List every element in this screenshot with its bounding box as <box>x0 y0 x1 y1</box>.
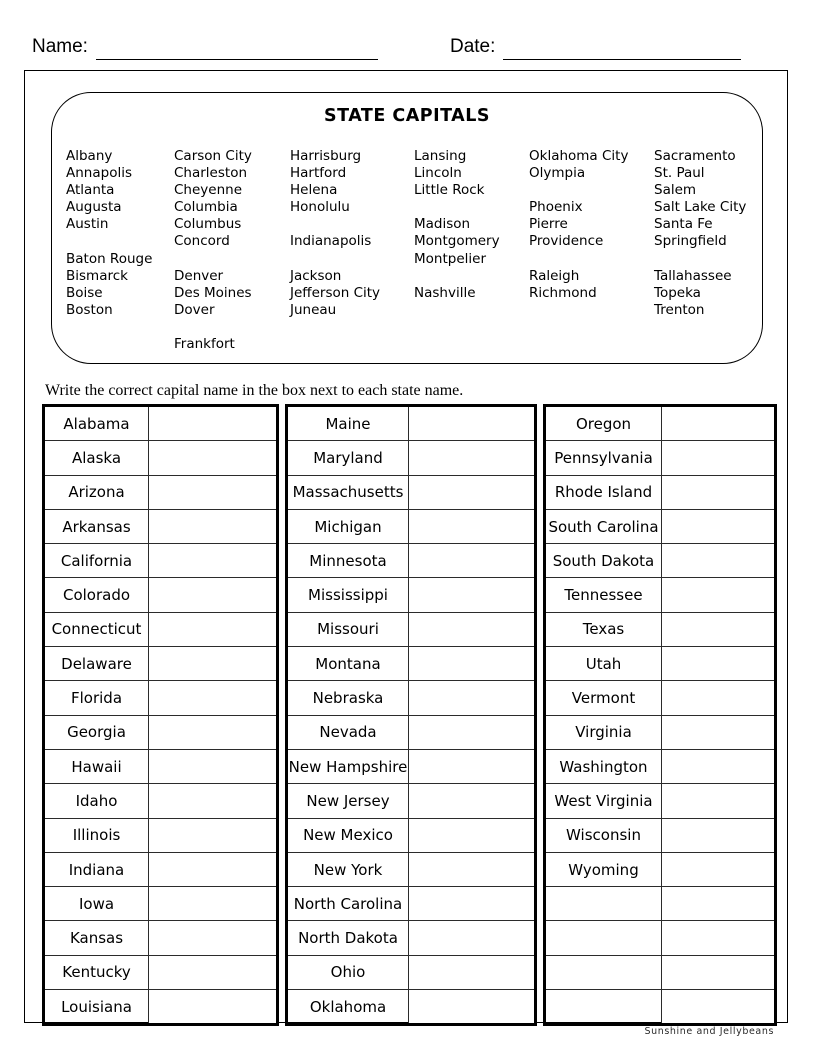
footer-credit: Sunshine and Jellybeans <box>644 1026 774 1037</box>
state-name-cell: Maine <box>287 406 409 441</box>
capital-name: Frankfort <box>174 336 235 353</box>
capital-answer-cell[interactable] <box>409 715 536 749</box>
state-name-cell: Ohio <box>287 955 409 989</box>
capital-answer-cell[interactable] <box>662 612 776 646</box>
state-name-cell: South Dakota <box>545 544 662 578</box>
state-name-cell: Oklahoma <box>287 990 409 1025</box>
capital-name: Springfield <box>654 233 727 250</box>
capital-answer-cell[interactable] <box>409 749 536 783</box>
capital-name: Little Rock <box>414 182 485 199</box>
capital-answer-cell[interactable] <box>409 784 536 818</box>
capital-name: Pierre <box>529 216 568 233</box>
capital-answer-cell[interactable] <box>149 852 278 886</box>
capital-name: Jefferson City <box>290 284 381 301</box>
capital-name: Montpelier <box>414 250 486 267</box>
capital-name-blank <box>66 319 174 336</box>
state-name-cell: Alabama <box>44 406 149 441</box>
table-row <box>287 852 536 886</box>
table-row <box>287 784 536 818</box>
worksheet-tables <box>42 404 777 1023</box>
capital-name: Carson City <box>174 148 252 164</box>
capital-name: Richmond <box>529 284 597 301</box>
capital-answer-cell[interactable] <box>662 544 776 578</box>
capital-name: Baton Rouge <box>66 250 153 267</box>
state-name-cell: Utah <box>545 647 662 681</box>
table-row <box>44 955 278 989</box>
capital-answer-cell[interactable] <box>662 406 776 441</box>
capitals-column-3 <box>290 148 414 353</box>
capital-answer-cell[interactable] <box>409 921 536 955</box>
date-input-line[interactable] <box>503 39 741 60</box>
table-row <box>287 544 536 578</box>
table-row <box>287 578 536 612</box>
capital-name: Honolulu <box>290 199 350 216</box>
capital-answer-cell[interactable] <box>409 887 536 921</box>
table-row <box>545 612 776 646</box>
capital-answer-cell[interactable] <box>662 647 776 681</box>
capital-answer-cell[interactable] <box>662 681 776 715</box>
capital-name-blank <box>654 336 762 353</box>
table-row <box>545 441 776 475</box>
state-name-cell: Arkansas <box>44 509 149 543</box>
capitals-column-2 <box>174 148 290 353</box>
state-name-cell-blank <box>545 955 662 989</box>
table-row <box>545 475 776 509</box>
state-name-cell: Florida <box>44 681 149 715</box>
capitals-word-bank <box>51 92 763 364</box>
table-row <box>287 612 536 646</box>
states-table-group-1 <box>42 404 279 1026</box>
capital-answer-cell[interactable] <box>149 681 278 715</box>
capital-name: Cheyenne <box>174 182 243 199</box>
capital-answer-cell[interactable] <box>409 406 536 441</box>
state-name-cell: Connecticut <box>44 612 149 646</box>
table-row <box>287 818 536 852</box>
state-name-cell: New Mexico <box>287 818 409 852</box>
table-row <box>287 749 536 783</box>
state-name-cell: West Virginia <box>545 784 662 818</box>
state-name-cell: New Jersey <box>287 784 409 818</box>
capital-name: Jackson <box>290 267 342 284</box>
capital-name-blank <box>66 233 174 250</box>
capital-name: St. Paul <box>654 165 705 182</box>
state-name-cell: Alaska <box>44 441 149 475</box>
capital-name: Austin <box>66 216 109 233</box>
state-name-cell: New Hampshire <box>287 749 409 783</box>
capital-name: Nashville <box>414 284 476 301</box>
capital-answer-cell[interactable] <box>662 578 776 612</box>
capital-name: Santa Fe <box>654 216 713 233</box>
table-row <box>287 509 536 543</box>
capital-answer-cell[interactable] <box>149 990 278 1025</box>
state-name-cell: Nebraska <box>287 681 409 715</box>
capital-answer-cell[interactable] <box>662 818 776 852</box>
state-name-cell: Vermont <box>545 681 662 715</box>
capital-name: Phoenix <box>529 199 583 216</box>
capital-answer-cell[interactable] <box>149 509 278 543</box>
table-row <box>545 406 776 441</box>
capital-answer-cell[interactable] <box>149 612 278 646</box>
state-name-cell: Maryland <box>287 441 409 475</box>
capital-answer-cell[interactable] <box>409 681 536 715</box>
capital-name-blank <box>290 216 414 233</box>
capital-name: Des Moines <box>174 284 252 301</box>
state-name-cell: Indiana <box>44 852 149 886</box>
state-name-cell: Kentucky <box>44 955 149 989</box>
state-name-cell: Minnesota <box>287 544 409 578</box>
capital-name: Dover <box>174 301 215 318</box>
capital-name-blank <box>654 319 762 336</box>
capital-answer-cell[interactable] <box>409 509 536 543</box>
capital-name-blank <box>414 199 529 216</box>
state-name-cell: Idaho <box>44 784 149 818</box>
capital-answer-cell[interactable] <box>149 784 278 818</box>
capital-name: Madison <box>414 216 471 233</box>
page-frame <box>24 70 788 1023</box>
capital-answer-cell[interactable] <box>149 441 278 475</box>
name-label: Name: <box>32 36 88 57</box>
state-name-cell: Virginia <box>545 715 662 749</box>
capital-answer-cell[interactable] <box>149 544 278 578</box>
capital-answer-cell[interactable] <box>662 852 776 886</box>
table-row <box>545 749 776 783</box>
capital-name: Annapolis <box>66 165 132 182</box>
table-row <box>44 784 278 818</box>
state-name-cell: Massachusetts <box>287 475 409 509</box>
capital-name: Lincoln <box>414 165 462 182</box>
capital-name: Trenton <box>654 301 705 318</box>
capital-name-blank <box>529 251 654 268</box>
capital-name: Sacramento <box>654 148 736 164</box>
capital-name: Tallahassee <box>654 267 732 284</box>
table-row <box>44 681 278 715</box>
capital-name-blank <box>654 251 762 268</box>
capital-name: Indianapolis <box>290 233 372 250</box>
state-name-cell: Oregon <box>545 406 662 441</box>
capital-answer-cell[interactable] <box>149 749 278 783</box>
capital-name-blank <box>66 336 174 353</box>
state-name-cell-blank <box>545 990 662 1025</box>
capital-answer-cell[interactable] <box>409 578 536 612</box>
capital-name: Albany <box>66 148 113 164</box>
table-row <box>44 406 278 441</box>
capital-name: Concord <box>174 233 230 250</box>
table-row <box>287 475 536 509</box>
capital-answer-cell[interactable] <box>409 475 536 509</box>
table-row <box>44 990 278 1025</box>
states-table-group-3 <box>543 404 777 1026</box>
capital-name: Providence <box>529 233 604 250</box>
capital-answer-cell[interactable] <box>662 955 776 989</box>
state-name-cell: Rhode Island <box>545 475 662 509</box>
table-row <box>545 647 776 681</box>
table-row <box>287 441 536 475</box>
table-row <box>44 749 278 783</box>
state-name-cell-blank <box>545 887 662 921</box>
table-row <box>44 818 278 852</box>
table-row <box>287 990 536 1025</box>
capital-name: Helena <box>290 182 338 199</box>
state-name-cell: Montana <box>287 647 409 681</box>
table-row <box>44 578 278 612</box>
state-name-cell: North Dakota <box>287 921 409 955</box>
capitals-column-6 <box>654 148 762 353</box>
capital-answer-cell[interactable] <box>409 818 536 852</box>
capital-name-blank <box>529 302 654 319</box>
capitals-column-5 <box>529 148 654 353</box>
capital-name: Columbia <box>174 199 238 216</box>
capital-answer-cell[interactable] <box>662 509 776 543</box>
state-name-cell-blank <box>545 921 662 955</box>
state-name-cell: Wisconsin <box>545 818 662 852</box>
capital-answer-cell[interactable] <box>149 887 278 921</box>
state-name-cell: Louisiana <box>44 990 149 1025</box>
state-name-cell: Georgia <box>44 715 149 749</box>
table-row <box>44 475 278 509</box>
state-name-cell: Illinois <box>44 818 149 852</box>
table-row <box>44 852 278 886</box>
capital-name-blank <box>529 336 654 353</box>
table-row <box>287 955 536 989</box>
word-bank-title: STATE CAPITALS <box>324 106 490 126</box>
capital-name: Raleigh <box>529 267 580 284</box>
state-name-cell: Hawaii <box>44 749 149 783</box>
table-row <box>44 509 278 543</box>
capital-answer-cell[interactable] <box>662 784 776 818</box>
capital-name: Boise <box>66 284 103 301</box>
capital-name: Harrisburg <box>290 148 362 164</box>
capital-name: Boston <box>66 301 113 318</box>
capital-name-blank <box>174 251 290 268</box>
capital-name-blank <box>529 182 654 199</box>
capital-answer-cell[interactable] <box>409 955 536 989</box>
capital-answer-cell[interactable] <box>662 749 776 783</box>
state-name-cell: Mississippi <box>287 578 409 612</box>
capital-name: Montgomery <box>414 233 500 250</box>
table-row <box>545 990 776 1025</box>
capital-answer-cell[interactable] <box>409 544 536 578</box>
table-row <box>287 647 536 681</box>
capital-answer-cell[interactable] <box>409 647 536 681</box>
state-name-cell: Washington <box>545 749 662 783</box>
table-row <box>287 921 536 955</box>
table-row <box>545 852 776 886</box>
capital-name: Charleston <box>174 165 248 182</box>
capital-name: Augusta <box>66 199 122 216</box>
state-name-cell: Pennsylvania <box>545 441 662 475</box>
table-row <box>44 441 278 475</box>
capital-answer-cell[interactable] <box>149 955 278 989</box>
capital-name-blank <box>290 319 414 336</box>
capital-answer-cell[interactable] <box>149 647 278 681</box>
state-name-cell: Arizona <box>44 475 149 509</box>
capital-answer-cell[interactable] <box>149 475 278 509</box>
date-label: Date: <box>449 36 496 57</box>
table-row <box>287 887 536 921</box>
table-row <box>44 715 278 749</box>
state-name-cell: South Carolina <box>545 509 662 543</box>
capital-name: Bismarck <box>66 267 128 284</box>
capital-name-blank <box>414 336 529 353</box>
instruction-text: Write the correct capital name in the box next to each state name. <box>45 382 464 399</box>
capital-answer-cell[interactable] <box>662 921 776 955</box>
capital-answer-cell[interactable] <box>662 715 776 749</box>
capital-answer-cell[interactable] <box>149 921 278 955</box>
capital-name: Salt Lake City <box>654 199 747 216</box>
table-row <box>545 544 776 578</box>
table-row <box>44 544 278 578</box>
state-name-cell: New York <box>287 852 409 886</box>
table-row <box>545 681 776 715</box>
capital-name: Columbus <box>174 216 242 233</box>
state-name-cell: Wyoming <box>545 852 662 886</box>
capital-name: Topeka <box>654 284 701 301</box>
capital-answer-cell[interactable] <box>662 887 776 921</box>
capital-name: Juneau <box>290 301 337 318</box>
table-row <box>44 647 278 681</box>
table-row <box>545 578 776 612</box>
capital-answer-cell[interactable] <box>662 475 776 509</box>
table-row <box>287 715 536 749</box>
capital-name-blank <box>290 336 414 353</box>
name-date-header <box>32 36 786 60</box>
capital-answer-cell[interactable] <box>149 715 278 749</box>
state-name-cell: North Carolina <box>287 887 409 921</box>
capital-answer-cell[interactable] <box>662 990 776 1025</box>
capital-name-blank <box>414 268 529 285</box>
table-row <box>287 681 536 715</box>
table-row <box>545 887 776 921</box>
capital-answer-cell[interactable] <box>149 818 278 852</box>
table-row <box>44 887 278 921</box>
table-row <box>545 509 776 543</box>
table-row <box>44 921 278 955</box>
state-name-cell: Iowa <box>44 887 149 921</box>
capital-name: Oklahoma City <box>529 148 629 164</box>
capital-name: Salem <box>654 182 697 199</box>
capitals-column-4 <box>414 148 529 353</box>
capital-answer-cell[interactable] <box>149 406 278 441</box>
capitals-column-1 <box>66 148 174 353</box>
capital-name: Denver <box>174 267 224 284</box>
table-row <box>545 784 776 818</box>
capital-name-blank <box>290 251 414 268</box>
state-name-cell: Missouri <box>287 612 409 646</box>
table-row <box>545 715 776 749</box>
table-row <box>545 818 776 852</box>
state-name-cell: Delaware <box>44 647 149 681</box>
capital-name-blank <box>414 319 529 336</box>
capital-answer-cell[interactable] <box>409 441 536 475</box>
table-row <box>545 955 776 989</box>
capitals-grid <box>66 148 762 353</box>
states-table-group-2 <box>285 404 537 1026</box>
table-row <box>44 612 278 646</box>
state-name-cell: Kansas <box>44 921 149 955</box>
capital-answer-cell[interactable] <box>149 578 278 612</box>
capital-name-blank <box>174 319 290 336</box>
state-name-cell: Nevada <box>287 715 409 749</box>
table-row <box>287 406 536 441</box>
capital-name: Hartford <box>290 165 347 182</box>
capital-name: Olympia <box>529 165 586 182</box>
state-name-cell: Michigan <box>287 509 409 543</box>
state-name-cell: Colorado <box>44 578 149 612</box>
state-name-cell: Texas <box>545 612 662 646</box>
capital-name: Atlanta <box>66 182 115 199</box>
capital-answer-cell[interactable] <box>409 612 536 646</box>
capital-answer-cell[interactable] <box>662 441 776 475</box>
capital-name: Lansing <box>414 148 467 164</box>
capital-name-blank <box>414 302 529 319</box>
capital-name-blank <box>529 319 654 336</box>
name-input-line[interactable] <box>96 39 378 60</box>
state-name-cell: California <box>44 544 149 578</box>
state-name-cell: Tennessee <box>545 578 662 612</box>
capital-answer-cell[interactable] <box>409 990 536 1025</box>
table-row <box>545 921 776 955</box>
capital-answer-cell[interactable] <box>409 852 536 886</box>
